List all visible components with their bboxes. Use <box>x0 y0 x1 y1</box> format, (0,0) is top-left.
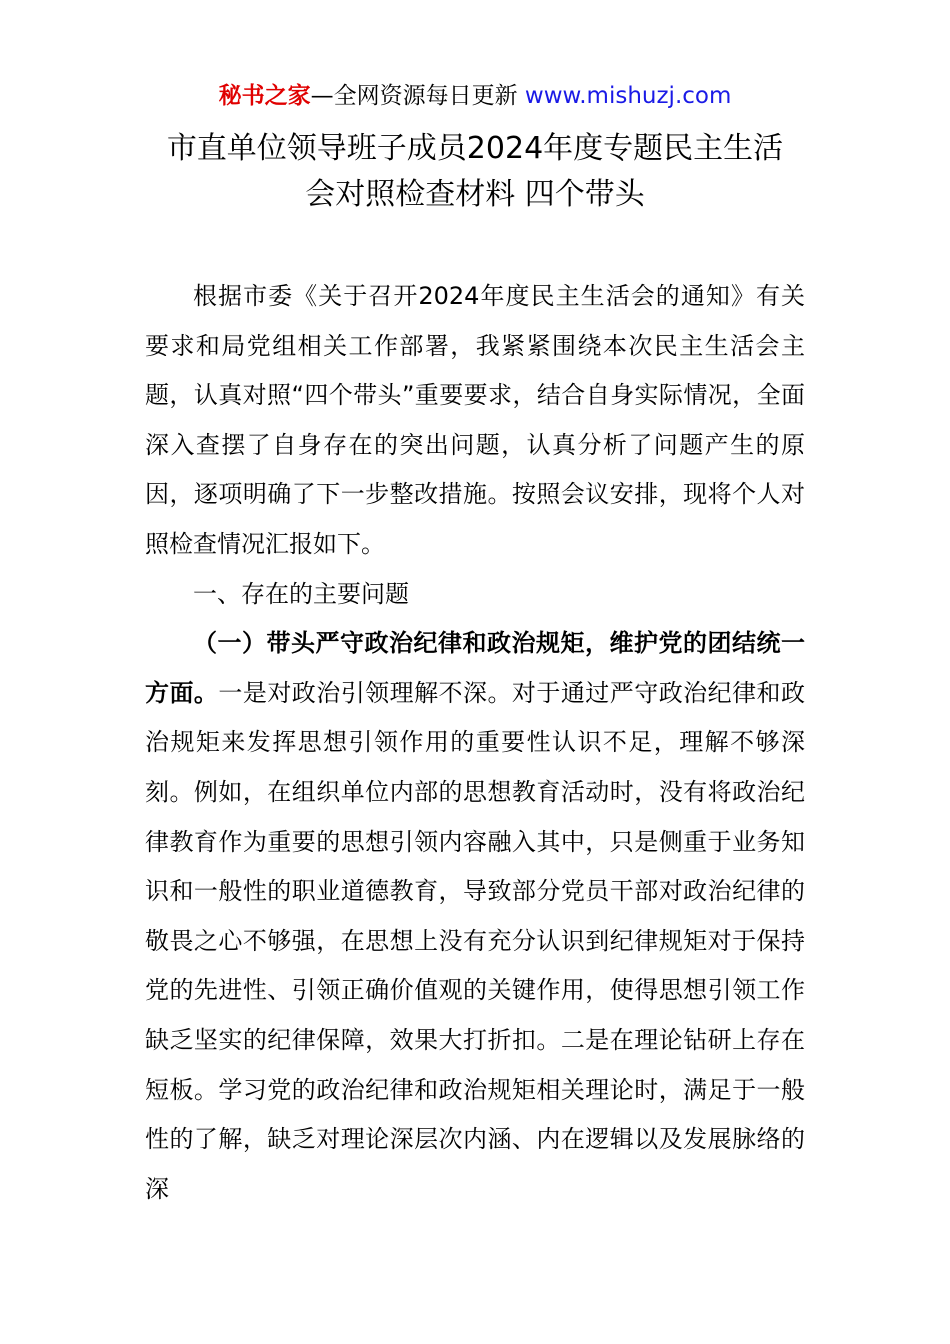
point-1-text: 一是对政治引领理解不深。对于通过严守政治纪律和政治规矩来发挥思想引领作用的重要性认识不足，理解不够深刻。例如，在组织单位内部的思想教育活动时，没有将政治纪律教育作为重要的思想引领内容融入其中，只是侧重于业务知识和一般性的职业道德教育，导致部分党员干部对政治纪律的敬畏之心不够强，在思想上没有充分认识到纪律规矩对于保持党的先进性、引领正确价值观的关键作用，使得思想引领工作缺乏坚实的纪律保障，效果大打折扣。二是在理论钻研上存在短板。学习党的政治纪律和政治规矩相关理论时，满足于一般性的了解，缺乏对理论深层次内涵、内在逻辑以及发展脉络的深 <box>145 678 806 1203</box>
brand-name: 秘书之家 <box>218 83 311 109</box>
document-body <box>145 272 805 1214</box>
section-heading: 一、存在的主要问题 <box>193 579 409 608</box>
point-1-paragraph <box>145 619 805 1214</box>
header-tagline: —全网资源每日更新 <box>310 83 518 109</box>
title-line-2: 会对照检查材料 四个带头 <box>305 177 645 212</box>
intro-paragraph: 根据市委《关于召开2024年度民主生活会的通知》有关要求和局党组相关工作部署，我紧紧围绕本次民主生活会主题，认真对照“四个带头”重要要求，结合自身实际情况，全面深入查摆了自身存在的突出问题，认真分析了问题产生的原因，逐项明确了下一步整改措施。按照会议安排，现将个人对照检查情况汇报如下。 <box>145 282 805 558</box>
document-title <box>120 126 830 218</box>
title-line-1: 市直单位领导班子成员2024年度专题民主生活 <box>166 131 784 166</box>
site-url[interactable]: www.mishuzj.com <box>524 83 732 109</box>
point-1-heading: （一）带头严守政治纪律和政治规矩，维护党的团结统一方面。 <box>145 629 805 707</box>
site-header <box>0 80 950 112</box>
